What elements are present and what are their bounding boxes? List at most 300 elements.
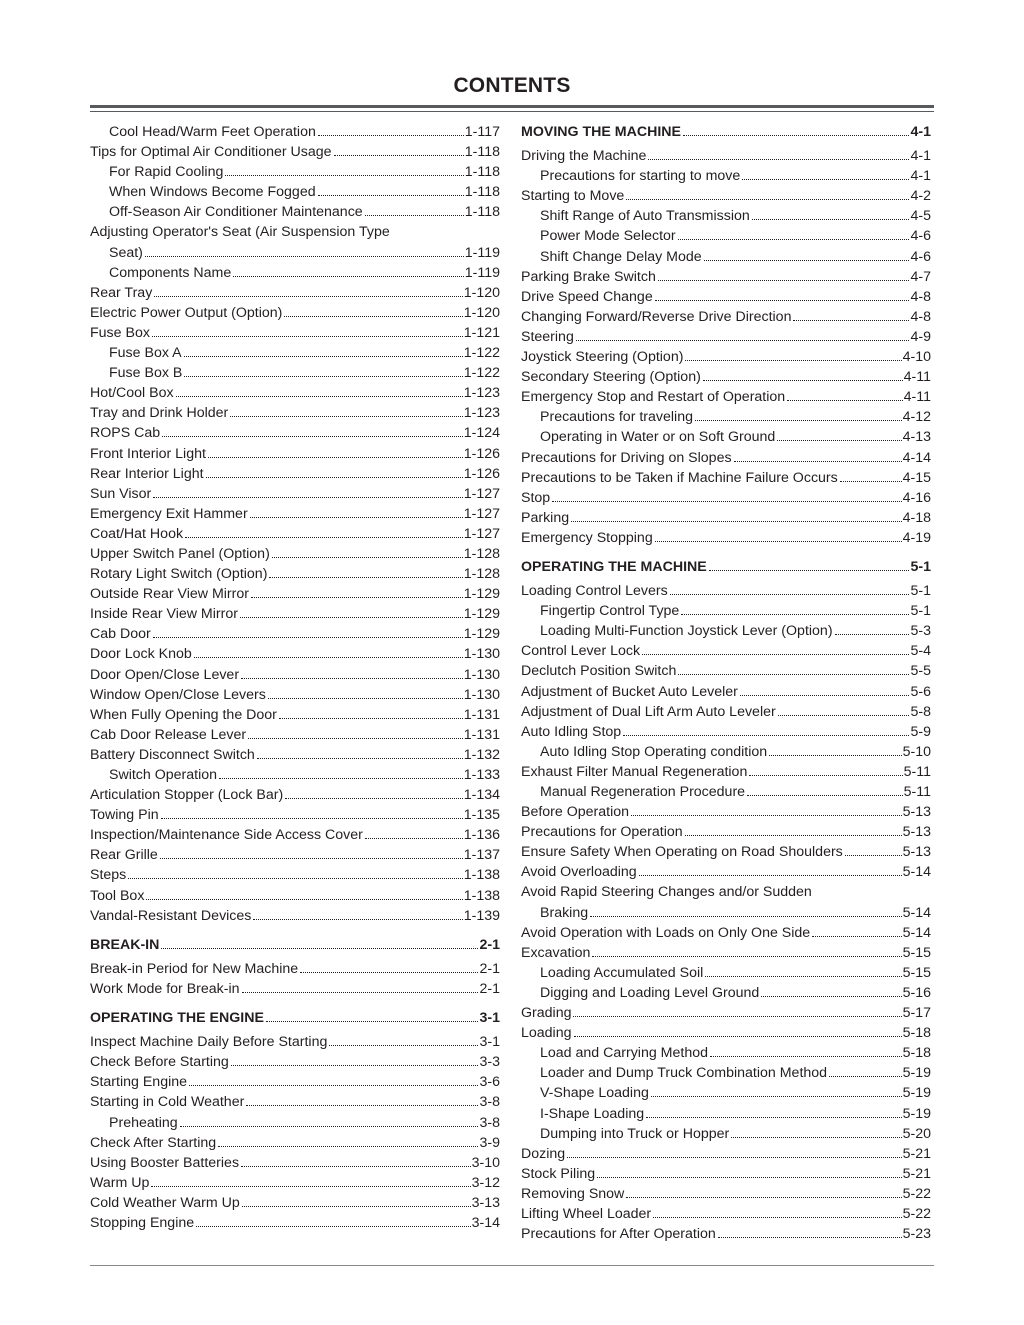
toc-entry-title: Avoid Operation with Loads on Only One Side: [521, 924, 811, 941]
toc-entry[interactable]: [90, 906, 500, 926]
toc-page-number: 1-126: [463, 445, 500, 462]
toc-page-number: 4-10: [902, 349, 931, 366]
toc-dot-leader: [787, 400, 902, 401]
toc-page-number: 1-130: [463, 686, 500, 703]
toc-dot-leader: [233, 276, 464, 277]
toc-page-number: 1-117: [464, 124, 500, 140]
toc-entry-title: Load and Carrying Method: [540, 1045, 708, 1062]
toc-entry-title: Towing Pin: [90, 807, 159, 824]
toc-entry-title: Precautions for Driving on Slopes: [521, 449, 732, 466]
toc-entry-title: Check After Starting: [90, 1134, 217, 1151]
toc-entry[interactable]: [90, 979, 500, 999]
toc-entry[interactable]: [90, 624, 500, 644]
toc-dot-leader: [710, 1056, 902, 1057]
toc-entry-title: Parking Brake Switch: [521, 268, 656, 285]
toc-dot-leader: [266, 1021, 479, 1022]
toc-entry[interactable]: [521, 661, 931, 681]
toc-entry-title: Avoid Rapid Steering Changes and/or Sudden: [521, 884, 812, 901]
toc-entry[interactable]: [90, 865, 500, 885]
toc-entry[interactable]: [521, 641, 931, 661]
toc-dot-leader: [231, 1065, 479, 1066]
toc-page-number: 1-136: [463, 827, 500, 844]
toc-entry[interactable]: [521, 923, 931, 943]
toc-entry[interactable]: [90, 665, 500, 685]
toc-entry[interactable]: [90, 564, 500, 584]
toc-dot-leader: [740, 695, 910, 696]
toc-entry-title: Loading Accumulated Soil: [540, 964, 704, 981]
toc-section-heading[interactable]: [90, 1008, 500, 1028]
toc-entry[interactable]: [521, 488, 931, 508]
toc-dot-leader: [219, 778, 463, 779]
toc-entry-title: Electric Power Output (Option): [90, 304, 283, 321]
toc-entry[interactable]: [90, 303, 500, 323]
toc-page-number: 1-131: [463, 726, 500, 743]
toc-page-number: 5-1: [910, 558, 931, 575]
title-rule-thick: [90, 105, 934, 108]
toc-dot-leader: [268, 698, 463, 699]
toc-entry[interactable]: [521, 347, 931, 367]
toc-page-number: 5-16: [902, 984, 931, 1001]
toc-entry[interactable]: [521, 267, 931, 287]
page-title: CONTENTS: [453, 74, 571, 97]
toc-dot-leader: [230, 416, 462, 417]
toc-dot-leader: [845, 855, 902, 856]
toc-entry-title: Door Open/Close Lever: [90, 666, 240, 683]
toc-dot-leader: [154, 296, 462, 297]
toc-entry[interactable]: [90, 142, 500, 162]
toc-dot-leader: [769, 755, 901, 756]
toc-entry[interactable]: [90, 845, 500, 865]
toc-page-number: 1-131: [463, 706, 500, 723]
toc-entry[interactable]: [90, 805, 500, 825]
toc-page-number: 1-122: [463, 345, 500, 362]
toc-entry[interactable]: [521, 1043, 931, 1063]
toc-page-number: 3-9: [479, 1134, 500, 1151]
toc-page-number: 5-14: [902, 864, 931, 881]
toc-dot-leader: [685, 360, 901, 361]
toc-page-number: 1-123: [463, 385, 500, 402]
toc-entry[interactable]: [90, 222, 500, 242]
toc-dot-leader: [251, 597, 463, 598]
toc-entry-title: Cab Door: [90, 626, 151, 643]
toc-dot-leader: [146, 899, 462, 900]
toc-entry[interactable]: [521, 468, 931, 488]
toc-page-number: 5-14: [902, 904, 931, 921]
toc-entry-title: Before Operation: [521, 804, 630, 821]
toc-entry[interactable]: [90, 202, 500, 222]
toc-page-number: 1-132: [463, 746, 500, 763]
toc-dot-leader: [145, 256, 464, 257]
toc-entry-title: Emergency Stop and Restart of Operation: [521, 389, 786, 406]
toc-page-number: 5-21: [902, 1145, 931, 1162]
toc-entry-title: OPERATING THE ENGINE: [90, 1010, 264, 1027]
toc-entry-title: Precautions for Operation: [521, 824, 683, 841]
toc-entry[interactable]: [521, 1204, 931, 1224]
toc-entry[interactable]: [90, 705, 500, 725]
toc-entry[interactable]: [90, 444, 500, 464]
toc-dot-leader: [778, 715, 910, 716]
toc-entry[interactable]: [521, 862, 931, 882]
toc-dot-leader: [651, 1096, 902, 1097]
toc-entry-title: Vandal-Resistant Devices: [90, 907, 252, 924]
toc-entry-title: Inspect Machine Daily Before Starting: [90, 1034, 328, 1051]
toc-entry[interactable]: [521, 508, 931, 528]
toc-entry[interactable]: [521, 722, 931, 742]
toc-page-number: 5-15: [902, 944, 931, 961]
toc-page-number: 1-126: [463, 465, 500, 482]
toc-entry[interactable]: [90, 323, 500, 343]
toc-page-number: 4-11: [903, 389, 931, 406]
toc-page-number: 4-12: [902, 409, 931, 426]
toc-entry[interactable]: [90, 765, 500, 785]
toc-entry-title: V-Shape Loading: [540, 1085, 649, 1102]
toc-entry[interactable]: [90, 1032, 500, 1052]
toc-dot-leader: [670, 594, 910, 595]
toc-entry[interactable]: [521, 307, 931, 327]
toc-entry-title: Front Interior Light: [90, 445, 206, 462]
toc-entry-title: Shift Change Delay Mode: [540, 248, 702, 265]
toc-right-column: [521, 122, 931, 1244]
toc-entry-title: Removing Snow: [521, 1185, 625, 1202]
toc-dot-leader: [176, 396, 463, 397]
toc-entry[interactable]: [521, 387, 931, 407]
toc-dot-leader: [655, 300, 910, 301]
toc-entry-title: Ensure Safety When Operating on Road Shoulders: [521, 844, 843, 861]
toc-entry-title: Dumping into Truck or Hopper: [540, 1125, 730, 1142]
toc-page-number: 5-23: [902, 1226, 931, 1243]
toc-entry[interactable]: [90, 584, 500, 604]
toc-dot-leader: [734, 461, 902, 462]
toc-dot-leader: [334, 155, 464, 156]
toc-entry-title: Control Lever Lock: [521, 643, 641, 660]
toc-dot-leader: [285, 798, 463, 799]
toc-page-number: 1-127: [463, 485, 500, 502]
footer-rule: [90, 1265, 934, 1266]
toc-entry-title: Articulation Stopper (Lock Bar): [90, 787, 284, 804]
toc-entry[interactable]: [521, 166, 931, 186]
toc-entry[interactable]: [90, 122, 500, 142]
toc-dot-leader: [685, 835, 902, 836]
toc-entry[interactable]: [521, 1083, 931, 1103]
toc-left-column: [90, 122, 500, 1233]
toc-entry[interactable]: [521, 427, 931, 447]
toc-entry[interactable]: [521, 1164, 931, 1184]
toc-page-number: 5-21: [902, 1165, 931, 1182]
toc-entry[interactable]: [521, 882, 931, 902]
toc-entry[interactable]: [90, 1113, 500, 1133]
toc-entry[interactable]: [90, 464, 500, 484]
toc-entry[interactable]: [90, 1133, 500, 1153]
toc-entry-title: Rear Interior Light: [90, 465, 204, 482]
toc-dot-leader: [272, 557, 463, 558]
toc-dot-leader: [240, 617, 463, 618]
toc-dot-leader: [678, 674, 909, 675]
toc-entry[interactable]: [90, 263, 500, 283]
toc-entry[interactable]: [521, 782, 931, 802]
toc-entry-title: Using Booster Batteries: [90, 1154, 240, 1171]
toc-entry-title: Door Lock Knob: [90, 646, 192, 663]
toc-entry[interactable]: [521, 963, 931, 983]
toc-entry[interactable]: [521, 1144, 931, 1164]
toc-entry-title: Rear Grille: [90, 847, 158, 864]
toc-entry-title: Battery Disconnect Switch: [90, 746, 255, 763]
toc-page-number: 5-13: [902, 844, 931, 861]
toc-dot-leader: [573, 1016, 901, 1017]
toc-entry[interactable]: [90, 886, 500, 906]
toc-dot-leader: [742, 179, 909, 180]
toc-page-number: 1-124: [463, 425, 500, 442]
toc-entry[interactable]: [521, 186, 931, 206]
toc-entry[interactable]: [521, 983, 931, 1003]
toc-dot-leader: [318, 195, 464, 196]
toc-entry[interactable]: [521, 1104, 931, 1124]
toc-page-number: 5-19: [902, 1105, 931, 1122]
toc-entry[interactable]: [90, 745, 500, 765]
toc-dot-leader: [160, 858, 463, 859]
toc-entry-title: Parking: [521, 509, 570, 526]
toc-entry[interactable]: [521, 287, 931, 307]
toc-entry[interactable]: [521, 943, 931, 963]
toc-entry-title: Stock Piling: [521, 1165, 596, 1182]
toc-entry-title: Check Before Starting: [90, 1054, 229, 1071]
toc-entry[interactable]: [90, 644, 500, 664]
toc-dot-leader: [241, 1166, 471, 1167]
toc-entry[interactable]: [90, 162, 500, 182]
toc-entry[interactable]: [521, 742, 931, 762]
toc-page-number: 5-13: [902, 804, 931, 821]
toc-entry[interactable]: [90, 182, 500, 202]
toc-dot-leader: [153, 497, 462, 498]
toc-section-heading[interactable]: [521, 557, 931, 577]
toc-page-number: 4-6: [910, 248, 931, 265]
toc-entry[interactable]: [90, 544, 500, 564]
toc-entry-title: Break-in Period for New Machine: [90, 960, 299, 977]
toc-entry[interactable]: [90, 283, 500, 303]
toc-entry-title: Adjusting Operator's Seat (Air Suspension Type: [90, 224, 390, 241]
toc-entry[interactable]: [90, 403, 500, 423]
toc-dot-leader: [653, 1217, 901, 1218]
toc-entry[interactable]: [521, 327, 931, 347]
toc-entry-title: Fuse Box: [90, 324, 150, 341]
toc-entry-title: Hot/Cool Box: [90, 385, 174, 402]
toc-entry-title: Precautions to be Taken if Machine Failure Occurs: [521, 469, 838, 486]
toc-dot-leader: [206, 477, 463, 478]
toc-dot-leader: [253, 919, 462, 920]
toc-entry-title: Precautions for starting to move: [540, 168, 741, 185]
toc-page-number: 1-119: [464, 244, 500, 261]
toc-entry[interactable]: [521, 206, 931, 226]
toc-page-number: 1-130: [463, 646, 500, 663]
toc-entry-title: Operating in Water or on Soft Ground: [540, 429, 776, 446]
toc-page-number: 1-120: [463, 284, 500, 301]
toc-entry-title: Inside Rear View Mirror: [90, 606, 238, 623]
toc-page-number: 5-19: [902, 1065, 931, 1082]
toc-page-number: 1-130: [463, 666, 500, 683]
toc-entry[interactable]: [521, 407, 931, 427]
toc-entry[interactable]: [90, 685, 500, 705]
toc-entry-title: Sun Visor: [90, 485, 152, 502]
toc-page-number: 4-7: [910, 268, 931, 285]
toc-entry[interactable]: [521, 1003, 931, 1023]
toc-dot-leader: [678, 239, 910, 240]
toc-entry[interactable]: [90, 1193, 500, 1213]
toc-entry[interactable]: [90, 1072, 500, 1092]
toc-entry-title: Cab Door Release Lever: [90, 726, 247, 743]
toc-page-number: 1-133: [463, 767, 500, 783]
toc-entry[interactable]: [90, 1052, 500, 1072]
toc-page-number: 1-137: [463, 847, 500, 864]
toc-entry-title: Tips for Optimal Air Conditioner Usage: [90, 144, 332, 161]
toc-entry[interactable]: [521, 702, 931, 722]
toc-page-number: 3-6: [479, 1074, 500, 1091]
toc-entry-title: Adjustment of Dual Lift Arm Auto Leveler: [521, 703, 776, 720]
toc-page-number: 4-13: [902, 429, 931, 446]
toc-page-number: 1-129: [463, 586, 500, 603]
toc-dot-leader: [703, 380, 903, 381]
toc-entry[interactable]: [521, 448, 931, 468]
toc-dot-leader: [761, 996, 901, 997]
toc-entry[interactable]: [521, 621, 931, 641]
toc-page-number: 3-8: [479, 1094, 500, 1111]
toc-page-number: 5-15: [902, 964, 931, 981]
toc-dot-leader: [639, 875, 902, 876]
toc-dot-leader: [318, 135, 464, 136]
toc-dot-leader: [189, 1085, 478, 1086]
toc-page-number: 1-123: [463, 405, 500, 422]
toc-dot-leader: [246, 1105, 478, 1106]
toc-entry[interactable]: [90, 959, 500, 979]
toc-page-number: 4-5: [910, 208, 931, 225]
toc-entry[interactable]: [521, 1224, 931, 1244]
toc-entry[interactable]: [521, 226, 931, 246]
toc-page-number: 1-128: [463, 545, 500, 562]
toc-dot-leader: [718, 1237, 902, 1238]
toc-page-number: 4-14: [902, 449, 931, 466]
toc-entry[interactable]: [90, 1153, 500, 1173]
toc-entry[interactable]: [90, 524, 500, 544]
toc-dot-leader: [185, 537, 463, 538]
toc-dot-leader: [749, 775, 902, 776]
toc-entry[interactable]: [521, 682, 931, 702]
toc-dot-leader: [329, 1045, 478, 1046]
toc-entry-title: Loading Control Levers: [521, 583, 668, 600]
toc-entry[interactable]: [90, 243, 500, 263]
toc-dot-leader: [552, 501, 901, 502]
toc-entry-title: Braking: [540, 904, 589, 921]
toc-entry-title: Starting to Move: [521, 188, 625, 205]
toc-dot-leader: [681, 614, 909, 615]
toc-entry[interactable]: [521, 1184, 931, 1204]
toc-entry[interactable]: [90, 1213, 500, 1233]
toc-entry-title: Digging and Loading Level Ground: [540, 984, 760, 1001]
toc-entry[interactable]: [521, 1023, 931, 1043]
toc-page-number: 1-127: [463, 505, 500, 522]
toc-page-number: 1-127: [463, 525, 500, 542]
toc-dot-leader: [208, 457, 463, 458]
toc-entry[interactable]: [90, 423, 500, 443]
toc-entry[interactable]: [90, 785, 500, 805]
toc-entry[interactable]: [90, 343, 500, 363]
toc-entry[interactable]: [90, 504, 500, 524]
toc-page-number: 5-22: [902, 1205, 931, 1222]
toc-entry[interactable]: [90, 604, 500, 624]
toc-dot-leader: [592, 956, 901, 957]
toc-page-number: 2-1: [479, 936, 500, 953]
toc-dot-leader: [731, 1137, 901, 1138]
toc-entry-title: Preheating: [109, 1114, 178, 1131]
toc-entry[interactable]: [90, 484, 500, 504]
toc-page-number: 4-16: [902, 489, 931, 506]
toc-entry-title: Cool Head/Warm Feet Operation: [109, 124, 316, 140]
toc-entry[interactable]: [521, 528, 931, 548]
toc-entry[interactable]: [521, 1124, 931, 1144]
toc-entry[interactable]: [521, 802, 931, 822]
toc-dot-leader: [248, 738, 463, 739]
toc-entry-title: Dozing: [521, 1145, 566, 1162]
toc-entry[interactable]: [90, 1173, 500, 1193]
toc-dot-leader: [812, 936, 901, 937]
toc-entry[interactable]: [521, 1063, 931, 1083]
toc-entry[interactable]: [521, 822, 931, 842]
toc-page-number: 3-1: [479, 1034, 500, 1051]
toc-entry[interactable]: [90, 383, 500, 403]
toc-entry[interactable]: [90, 725, 500, 745]
toc-entry-title: Starting in Cold Weather: [90, 1094, 245, 1111]
toc-entry-title: Steps: [90, 867, 127, 884]
toc-section-heading[interactable]: [90, 935, 500, 955]
toc-dot-leader: [162, 436, 463, 437]
toc-dot-leader: [184, 376, 462, 377]
toc-entry[interactable]: [521, 601, 931, 621]
toc-entry[interactable]: [90, 1092, 500, 1112]
toc-entry-title: Grading: [521, 1005, 572, 1022]
toc-page-number: 5-18: [902, 1045, 931, 1062]
toc-page-number: 1-129: [463, 626, 500, 643]
toc-entry[interactable]: [521, 581, 931, 601]
toc-entry[interactable]: [521, 367, 931, 387]
toc-entry[interactable]: [521, 146, 931, 166]
toc-entry[interactable]: [521, 762, 931, 782]
toc-entry-title: Outside Rear View Mirror: [90, 586, 249, 603]
toc-page-number: 4-6: [910, 228, 931, 245]
toc-section-heading[interactable]: [521, 122, 931, 142]
toc-page-number: 4-18: [902, 509, 931, 526]
toc-page-number: 2-1: [479, 980, 500, 997]
toc-dot-leader: [835, 634, 910, 635]
toc-page-number: 5-17: [902, 1005, 931, 1022]
toc-page-number: 3-8: [479, 1114, 500, 1131]
toc-entry[interactable]: [90, 825, 500, 845]
toc-entry-title: Manual Regeneration Procedure: [540, 784, 746, 800]
toc-entry[interactable]: [521, 903, 931, 923]
toc-entry-title: Excavation: [521, 944, 591, 961]
toc-entry[interactable]: [521, 842, 931, 862]
toc-dot-leader: [626, 199, 909, 200]
toc-page-number: 5-6: [910, 683, 931, 700]
toc-page-number: 5-18: [902, 1025, 931, 1042]
toc-entry-title: Emergency Stopping: [521, 529, 653, 546]
toc-dot-leader: [646, 1117, 901, 1118]
toc-entry[interactable]: [90, 363, 500, 383]
toc-dot-leader: [658, 280, 910, 281]
toc-dot-leader: [683, 135, 909, 136]
toc-page-number: 1-118: [464, 164, 500, 181]
toc-dot-leader: [250, 517, 463, 518]
toc-entry-title: Drive Speed Change: [521, 288, 653, 305]
toc-entry[interactable]: [521, 247, 931, 267]
toc-page-number: 1-118: [464, 204, 500, 221]
toc-dot-leader: [365, 838, 463, 839]
